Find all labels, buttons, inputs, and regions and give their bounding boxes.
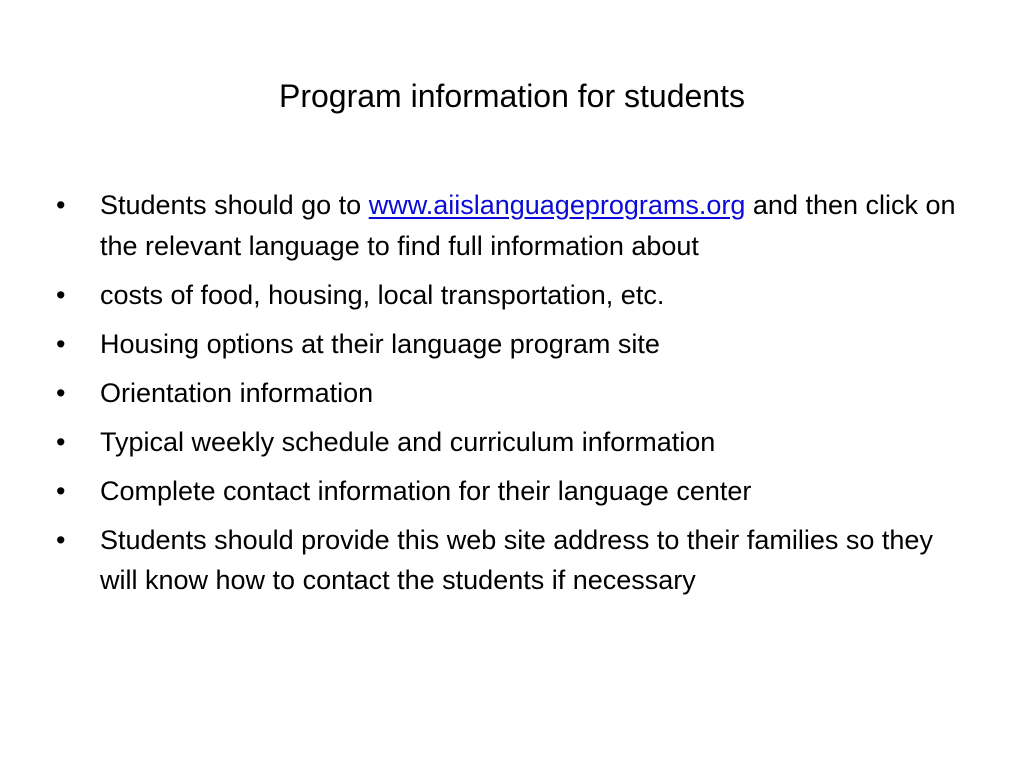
- bullet-icon: •: [56, 190, 66, 220]
- bullet-icon: •: [56, 524, 66, 555]
- bullet-list: [56, 185, 976, 609]
- list-item: [56, 520, 976, 601]
- list-item: [56, 185, 976, 266]
- list-item-text-prefix: Students should go to: [100, 190, 369, 220]
- list-item: [56, 324, 976, 365]
- bullet-icon: •: [56, 279, 66, 310]
- bullet-icon: •: [56, 426, 66, 457]
- list-item-text: Typical weekly schedule and curriculum information: [100, 426, 716, 457]
- bullet-icon: •: [56, 328, 66, 359]
- list-item-text: costs of food, housing, local transportation, etc.: [100, 279, 665, 310]
- slide-title: Program information for students: [279, 78, 745, 114]
- list-item-text: Complete contact information for their language center: [100, 475, 752, 506]
- list-item-text: Students should provide this web site address to their families so they will know how to contact the students if necessary: [100, 524, 933, 595]
- list-item: [56, 275, 976, 316]
- list-item-text: Housing options at their language program site: [100, 328, 660, 359]
- list-item: [56, 422, 976, 463]
- list-item-text: Orientation information: [100, 377, 374, 408]
- list-item: [56, 471, 976, 512]
- list-item-text-suffix: and then click on the relevant language to find full information about: [100, 190, 956, 261]
- bullet-icon: •: [56, 475, 66, 506]
- website-link[interactable]: www.aiislanguageprograms.org: [368, 190, 746, 220]
- list-item: [56, 373, 976, 414]
- bullet-icon: •: [56, 377, 66, 408]
